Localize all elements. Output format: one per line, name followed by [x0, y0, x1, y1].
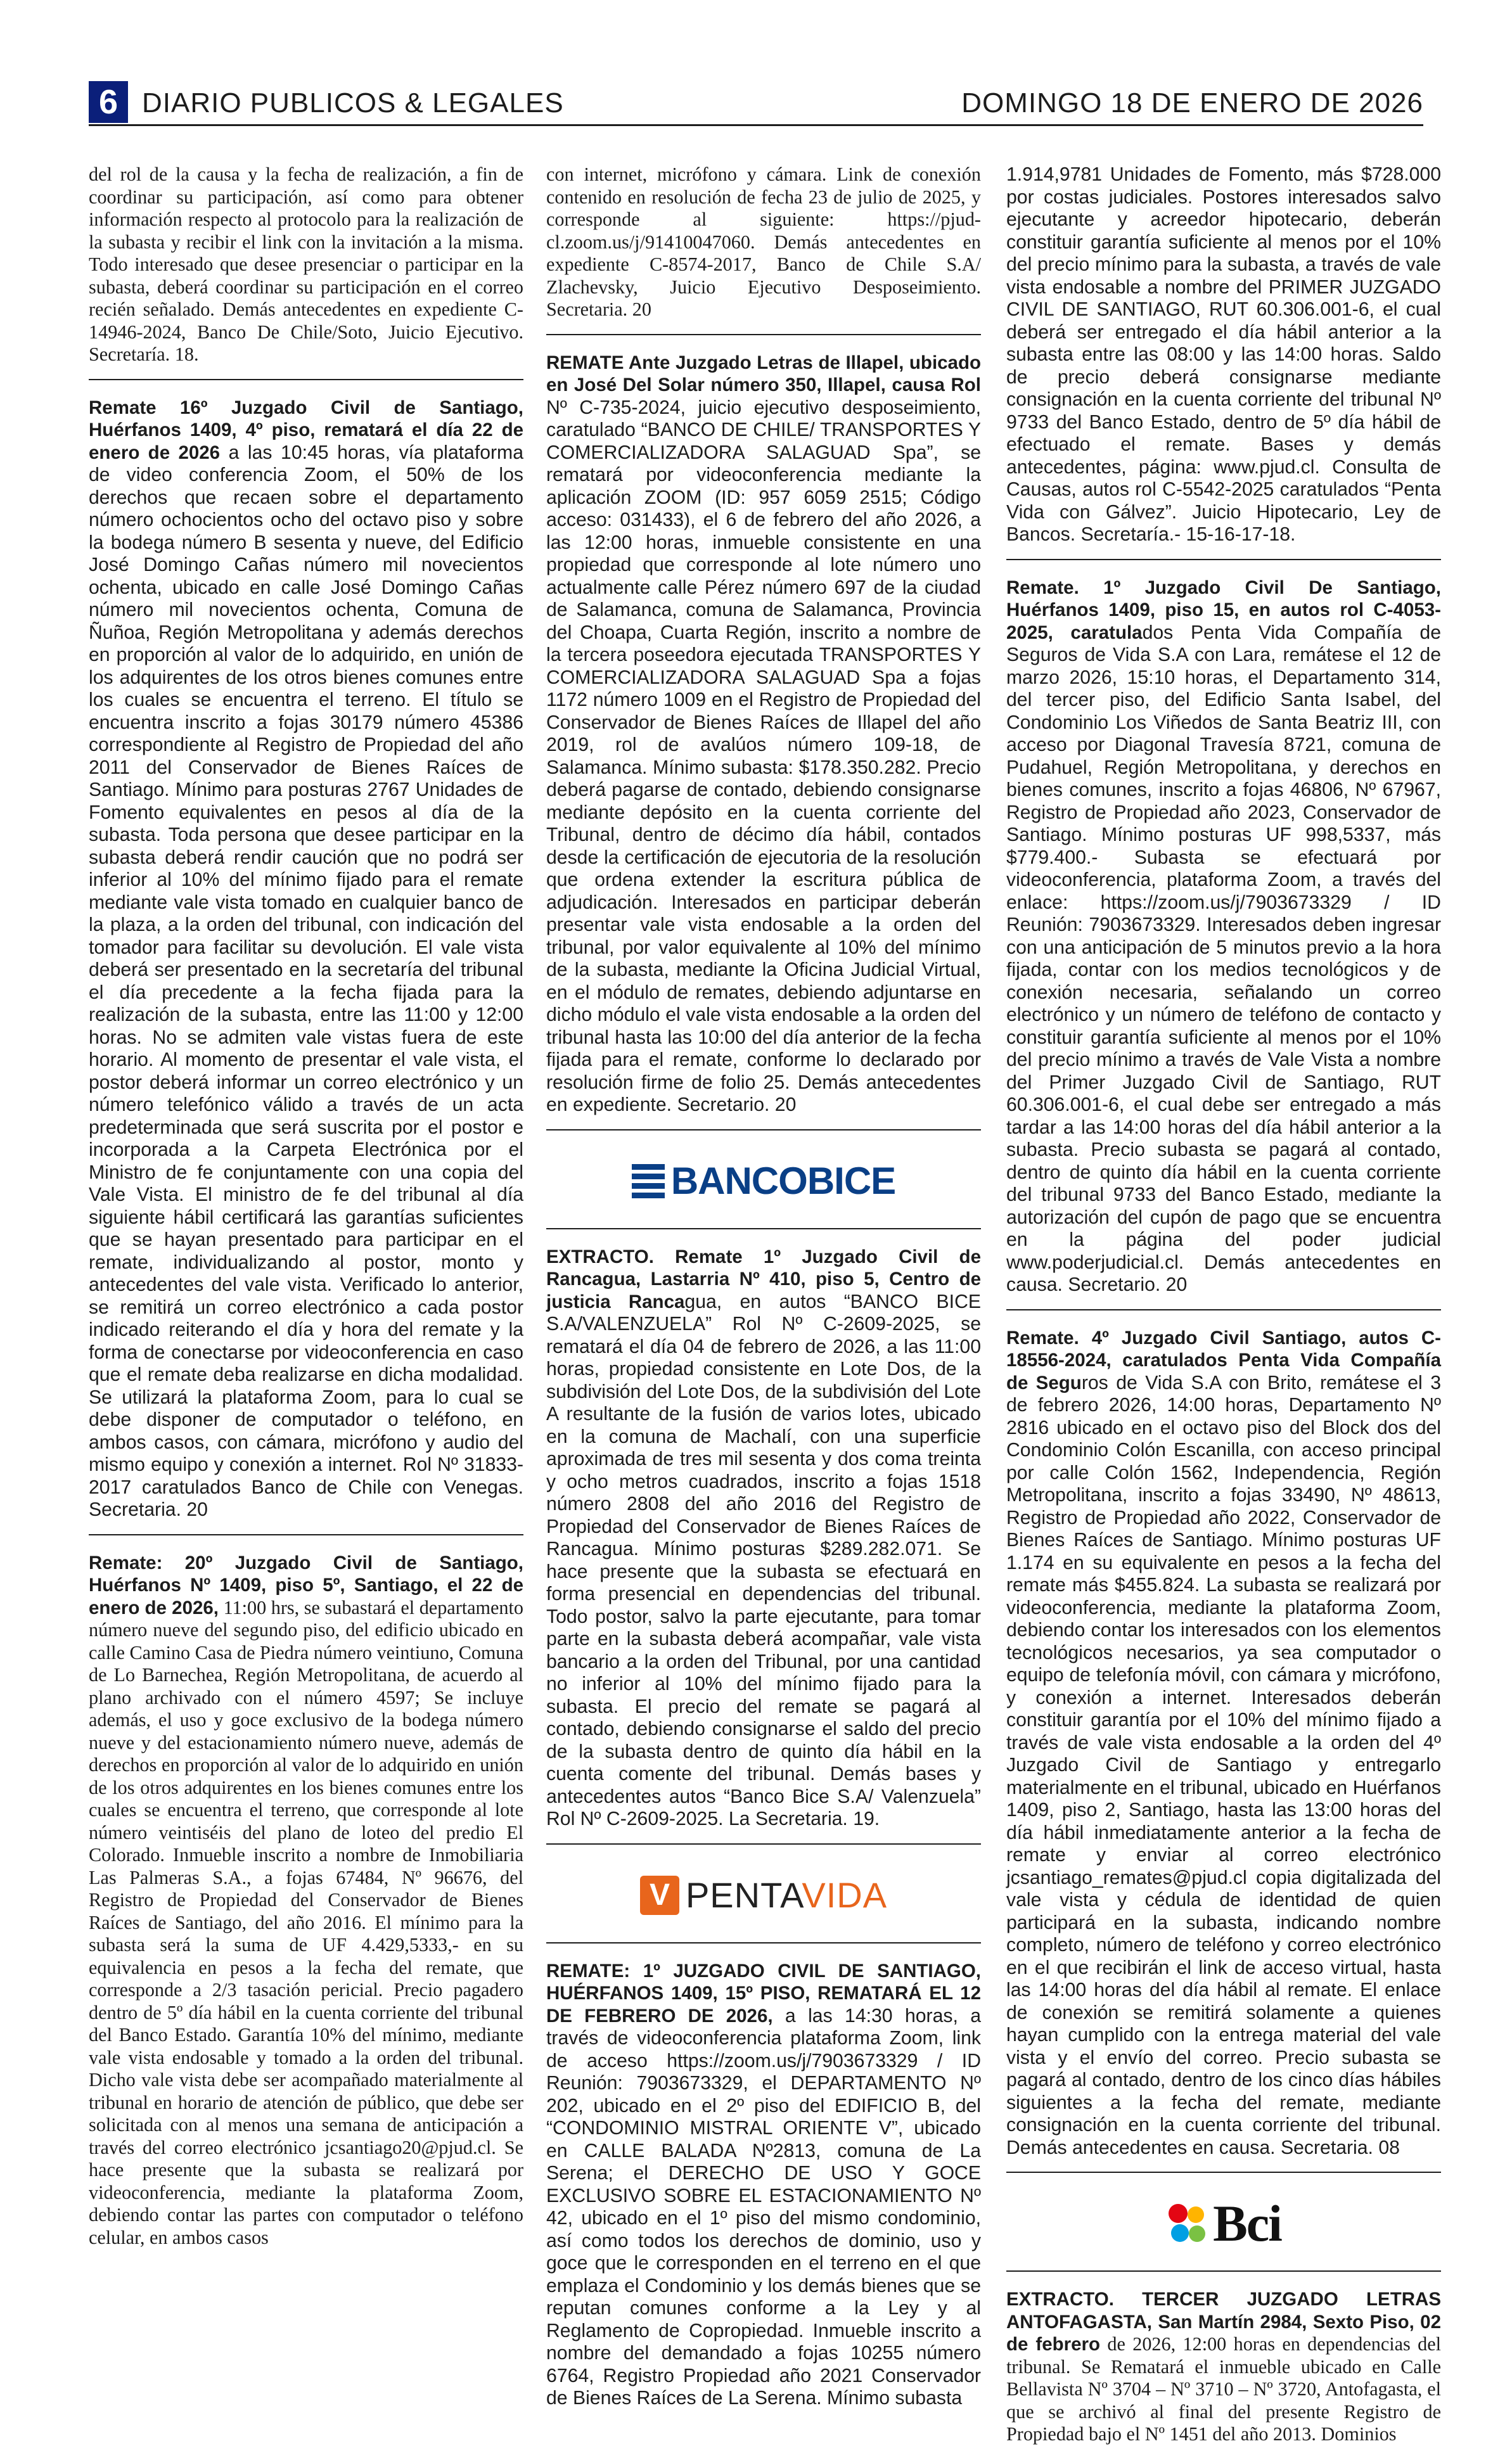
notice-extracto-rancagua: EXTRACTO. Remate 1º Juzgado Civil de Rancagua, Lastarria Nº 410, piso 5, Centro de justicia Rancagua, en autos “BANCO BICE S.A/VALENZUELA” Rol Nº C-2609-2025, se rematará el día 04 de febrero de 2026, a las 11:00 horas, propiedad consistente en Lote Dos, de la subdivisión del Lote Dos, de la subdivisión del Lote A resultante de la fusión de varios lotes, ubicado en la comuna de Machalí, con una superficie aproximada de tres mil sesenta y dos coma treinta y ocho metros cuadrados, inscrito a fojas 1518 número 2808 del año 2016 del Registro de Propiedad del Conservador de Bienes Raíces de Rancagua. Mínimo posturas $289.282.071. Se hace presente que la subasta se efectuará en forma presencial en dependencias del tribunal. Todo postor, salvo la parte ejecutante, para tomar parte en la subasta deberá acompañar, vale vista bancario a la orden del Tribunal, por una cantidad no inferior al 10% del mínimo fijado para la subasta. El precio del remate se pagará al contado, debiendo consignarse el saldo del precio de la subasta dentro de quinto día hábil en la cuenta comente del tribunal. Demás bases y antecedentes autos “Banco Bice S.A/ Valenzuela” Rol Nº C-2609-2025. La Secretaria. 19.	[546, 1246, 982, 1829]
bci-petals-icon	[1166, 2201, 1210, 2246]
divider	[546, 1942, 981, 1943]
page-number: 6	[89, 81, 128, 123]
publication-date: DOMINGO 18 DE ENERO DE 2026	[961, 87, 1423, 118]
notice-remate-penta-brito: Remate. 4º Juzgado Civil Santiago, autos C-18556-2024, caratulados Penta Vida Compañía de Seguros de Vida S.A con Brito, remátese el 3 de febrero 2026, 14:00 horas, Departamento Nº 2816 ubicado en el octavo piso del Block dos del Condominio Colón Escanilla, con acceso principal por calle Colón 1562, Independencia, Región Metropolitana, inscrito a fojas 33490, Nº 48613, Registro de Propiedad año 2022, Conservador de Bienes Raíces de Santiago. Mínimo posturas UF 1.174 en su equivalente en pesos a la fecha del remate más $455.824. La subasta se realizará por videoconferencia, mediante la plataforma Zoom, debiendo contar los interesados con los elementos tecnológicos necesarios, ya sea computador o equipo de telefonía móvil, con cámara y micrófono, y conexión a internet. Interesados deberán constituir garantía por el 10% del mínimo fijado a través de vale vista endosable a la orden del 4º Juzgado Civil de Santiago y entregarlo materialmente en el tribunal, ubicado en Huérfanos 1409, piso 2, Santiago, hasta las 13:00 horas del día hábil inmediatamente anterior a la fecha de remate y enviar al correo electrónico jcsantiago_remates@pjud.cl copia digitalizada del vale vista y cédula de identidad de quien participará en la subasta, indicando nombre completo, número de teléfono y correo electrónico en el que recibirán el link de acceso virtual, hasta las 14:00 horas del día hábil al remate. El enlace de conexión se remitirá solamente a quienes hayan cumplido con la entrega material del vale vista y el envío del correo. Precio subasta se pagará al contado, dentro de los cinco días hábiles siguientes a la fecha del remate, mediante consignación en la cuenta corriente del tribunal. Demás antecedentes en causa. Secretaria. 08	[1006, 1327, 1441, 2158]
notice-remate-penta-lara: Remate. 1º Juzgado Civil De Santiago, Huérfanos 1409, piso 15, en autos rol C-4053-2025, caratulados Penta Vida Compañía de Seguros de Vida S.A con Lara, remátese el 12 de marzo 2026, 15:10 horas, el Departamento 314, del tercer piso, del Edificio Santa Isabel, del Condominio Los Viñedos de Santa Beatriz III, con acceso por Diagonal Travesía 8721, comuna de Pudahuel, Región Metropolitana, y derechos en bienes comunes, inscrito a fojas 46806, Nº 67967, Registro de Propiedad año 2023, Conservador de Santiago. Mínimo posturas UF 998,5337, más $779.400.- Subasta se efectuará por videoconferencia, plataforma Zoom, a través del enlace: https://zoom.us/j/7903673329 / ID Reunión: 7903673329. Interesados deben ingresar con una anticipación de 5 minutos previo a la hora fijada, contar con los medios tecnológicos y de conexión necesaria, señalando un correo electrónico y un número de teléfono de contacto y constituir garantía suficiente al menos por el 10% del precio mínimo a través de Vale Vista a nombre del Primer Juzgado Civil de Santiago, RUT 60.306.001-6, el cual debe ser entregado a más tardar a las 14:00 horas del día hábil anterior a la subasta. Precio subasta se pagará al contado, dentro de quinto día hábil en la cuenta corriente del tribunal 9733 del Banco Estado, mediante la autorización del cupón de pago que se encuentra en la página del poder judicial www.poderjudicial.cl. Demás antecedentes en causa. Secretario. 20	[1006, 577, 1441, 1295]
notice-remate-20-juzgado: Remate: 20º Juzgado Civil de Santiago, Huérfanos Nº 1409, piso 5º, Santiago, el 22 de enero de 2026, 11:00 hrs, se subastará el departamento número nueve del segundo piso, del edificio ubicado en calle Camino Casa de Piedra número veintiuno, Comuna de Lo Barnechea, Región Metropolitana, de acuerdo al plano archivado con el número 4597; Se incluye además, el uso y goce exclusivo de la bodega número nueve y del estacionamiento número nueve, además de derechos en proporción al valor de lo adquirido en unión de los otros adquirentes en los bienes comunes entre los cuales se encuentra el terreno, que corresponde al lote número veintiséis del plano de loteo del predio El Colorado. Inmueble inscrito a nombre de Inmobiliaria Las Palmeras S.A., a fojas 67484, Nº 96676, del Registro de Propiedad del Conservador de Bienes Raíces de Santiago, del año 2016. El mínimo para la subasta será la suma de UF 4.429,5333,- en su equivalencia en pesos a la fecha del remate, que corresponde a 2/3 tasación pericial. Precio pagadero dentro de 5º día hábil en la cuenta corriente del tribunal del Banco Estado. Garantía 10% del mínimo, mediante vale vista endosable y tomado a la orden del tribunal. Dicho vale vista debe ser acompañado materialmente al tribunal en horario de atención de público, que debe ser solicitada con al menos una semana de anticipación a través del correo electrónico jcsantiago20@pjud.cl. Se hace presente que la subasta se realizará por videoconferencia, mediante la plataforma Zoom, debiendo contar las partes con computador o teléfono celular, en ambos casos	[89, 1552, 523, 2248]
divider	[1006, 1309, 1441, 1310]
divider	[546, 1129, 981, 1130]
divider	[1006, 2172, 1441, 2173]
notice-remate-1-juzgado-la-serena: REMATE: 1º JUZGADO CIVIL DE SANTIAGO, HUÉRFANOS 1409, 15º PISO, REMATARÁ EL 12 DE FEBRERO DE 2026, a las 14:30 horas, a través de videoconferencia plataforma Zoom, link de acceso https://zoom.us/j/7903673329 / ID Reunión: 7903673329, el DEPARTAMENTO Nº 202, ubicado en el 2º piso del EDIFICIO B, del “CONDOMINIO MISTRAL ORIENTE V”, ubicado en CALLE BALADA Nº2813, comuna de La Serena; el DERECHO DE USO Y GOCE EXCLUSIVO SOBRE EL ESTACIONAMIENTO Nº 42, ubicado en el 1º piso del mismo condominio, así como todos los derechos de dominio, uso y goce que le corresponden en el terreno en el que emplaza el Condominio y los demás bienes que se reputan comunes conforme a la Ley y al Reglamento de Copropiedad. Inmueble inscrito a nombre del demandado a fojas 10255 número 6764, Registro Propiedad año 2021 Conservador de Bienes Raíces de La Serena. Mínimo subasta	[546, 1960, 981, 2409]
notice-remate-illapel: REMATE Ante Juzgado Letras de Illapel, ubicado en José Del Solar número 350, Illapel, causa Rol Nº C-735-2024, juicio ejecutivo desposeimiento, caratulado “BANCO DE CHILE/ TRANSPORTES Y COMERCIALIZADORA SALAGUAD Spa”, se rematará por videoconferencia mediante la aplicación ZOOM (ID: 957 6059 2515; Código acceso: 031433), el 6 de febrero del año 2026, a las 12:00 horas, inmueble consistente en una propiedad que corresponde al lote número uno actualmente calle Pérez número 697 de la ciudad de Salamanca, comuna de Salamanca, Provincia del Choapa, Cuarta Región, inscrito a nombre de la tercera poseedora ejecutada TRANSPORTES Y COMERCIALIZADORA SALAGUAD Spa a fojas 1172 número 1009 en el Registro de Propiedad del Conservador de Bienes Raíces de Illapel del año 2019, rol de avalúos número 109-18, de Salamanca. Mínimo subasta: $178.350.282. Precio deberá pagarse de contado, debiendo consignarse mediante depósito en la cuenta corriente del Tribunal, dentro de décimo día hábil, contados desde la certificación de ejecutoria de la resolución que ordena extender la escritura pública de adjudicación. Interesados en participar deberán presentar vale vista endosable a la orden del tribunal, por valor equivalente al 10% del mínimo de la subasta, mediante la Oficina Judicial Virtual, en el módulo de remates, debiendo adjuntarse en dicho módulo el vale vista endosable a la orden del tribunal hasta las 10:00 del día anterior de la fecha fijada para el remate, conforme lo declarado por resolución firme de folio 25. Demás antecedentes en expediente. Secretario. 20	[546, 352, 981, 1115]
divider	[546, 334, 981, 335]
bice-bars-icon	[632, 1164, 665, 1198]
penta-v-icon: V	[640, 1876, 679, 1915]
column-3	[1006, 163, 1441, 2446]
penta-vida-logo: V PENTAVIDA	[546, 1861, 981, 1930]
divider	[1006, 2270, 1441, 2272]
notice-continued-penta-galvez: 1.914,9781 Unidades de Fomento, más $728.000 por costas judiciales. Postores interesados salvo ejecutante y acreedor hipotecario, deberán constituir garantía suficiente al menos por el 10% del precio mínimo para la subasta, a través de vale vista endosable a nombre del PRIMER JUZGADO CIVIL DE SANTIAGO, RUT 60.306.001-6, el cual deberá ser entregado el día hábil anterior a la subasta entre las 08:00 y las 14:00 horas. Saldo de precio deberá consignarse mediante consignación en la cuenta corriente del tribunal Nº 9733 del Banco Estado, dentro de 5º día hábil de efectuado el remate. Bases y demás antecedentes, página: www.pjud.cl. Consulta de Causas, autos rol C-5542-2025 caratulados “Penta Vida con Gálvez”. Juicio Hipotecario, Ley de Bancos. Secretaría.- 15-16-17-18.	[1006, 164, 1441, 545]
column-1	[89, 163, 523, 2249]
divider	[546, 1228, 981, 1229]
banco-bice-logo: BANCOBICE	[546, 1147, 981, 1215]
notice-1-continued: del rol de la causa y la fecha de realización, a fin de coordinar su participación, así como para obtener información respecto al protocolo para la realización de la subasta y recibir el link con la invitación a la misma. Todo interesado que desee presenciar o participar en la subasta, deberá coordinar su participación en el correo recién señalado. Demás antecedentes en expediente C-14946-2024, Banco De Chile/Soto, Juicio Ejecutivo. Secretaría. 18.	[89, 163, 523, 365]
divider	[89, 1534, 523, 1535]
notice-remate-16-juzgado: Remate 16º Juzgado Civil de Santiago, Huérfanos 1409, 4º piso, rematará el día 22 de enero de 2026 a las 10:45 horas, vía plataforma de video conferencia Zoom, el 50% de los derechos que recaen sobre el departamento número ochocientos ocho del octavo piso y sobre la bodega número B sesenta y nueve, del Edificio José Domingo Cañas número mil novecientos ochenta, ubicado en calle José Domingo Cañas número mil novecientos ochenta, Comuna de Ñuñoa, Región Metropolitana y además derechos en proporción al valor de lo adquirido, en unión de los adquirentes de los otros bienes comunes entre los cuales se encuentra el terreno. El título se encuentra inscrito a fojas 30179 número 45386 correspondiente al Registro de Propiedad del año 2011 del Conservador de Bienes Raíces de Santiago. Mínimo para posturas 2767 Unidades de Fomento equivalentes en pesos al día de la subasta. Toda persona que desee participar en la subasta deberá rendir caución que no podrá ser inferior al 10% del mínimo fijado para el remate mediante vale vista tomado en cualquier banco de la plaza, a la orden del tribunal, con indicación del tomador para facilitar su devolución. El vale vista deberá ser presentado en la secretaría del tribunal el día precedente a la fecha fijada para la realización de la subasta, entre las 11:00 y 12:00 horas. No se admiten vale vistas fuera de este horario. Al momento de presentar el vale vista, el postor deberá informar un correo electrónico y un número telefónico válido a través de un acta predeterminada que será suscrita por el postor e incorporada a la Carpeta Electrónica por el Ministro de fe conjuntamente con una copia del Vale Vista. El ministro de fe del tribunal al día siguiente hábil certificará las garantías suficientes que se hayan presentado para participar en el remate, individualizando al postor, monto y antecedentes del vale vista. Verificado lo anterior, se remitirá un correo electrónico a cada postor indicado reiterando el día y hora del remate y la forma de conectarse por videoconferencia en caso que el remate deba realizarse en dicha modalidad. Se utilizará la plataforma Zoom, para lo cual se debe disponer de computador o teléfono, en ambos casos, con cámara, micrófono y audio del mismo equipo y conexión a internet. Rol Nº 31833-2017 caratulados Banco de Chile con Venegas. Secretaria. 20	[89, 397, 523, 1520]
notice-continued-zoom: con internet, micrófono y cámara. Link de conexión contenido en resolución de fecha 23 de julio de 2025, y corresponde al siguiente: https://pjud-cl.zoom.us/j/91410047060. Demás antecedentes en expediente C-8574-2017, Banco de Chile S.A/ Zlachevsky, Juicio Ejecutivo Desposeimiento. Secretaria. 20	[546, 163, 981, 320]
column-2	[546, 163, 981, 2410]
page-header	[89, 81, 1423, 126]
divider	[546, 1843, 981, 1845]
divider	[1006, 559, 1441, 560]
publication-name: DIARIO PUBLICOS & LEGALES	[142, 87, 564, 118]
divider	[89, 379, 523, 380]
bci-logo: Bci	[1006, 2189, 1441, 2258]
notice-extracto-antofagasta: EXTRACTO. TERCER JUZGADO LETRAS ANTOFAGASTA, San Martín 2984, Sexto Piso, 02 de febrero de 2026, 12:00 horas en dependencias del tribunal. Se Rematará el inmueble ubicado en Calle Bellavista Nº 3704 – Nº 3710 – Nº 3720, Antofagasta, el que se archivó al final del presente Registro de Propiedad bajo el Nº 1451 del año 2013. Dominios	[1006, 2289, 1441, 2445]
